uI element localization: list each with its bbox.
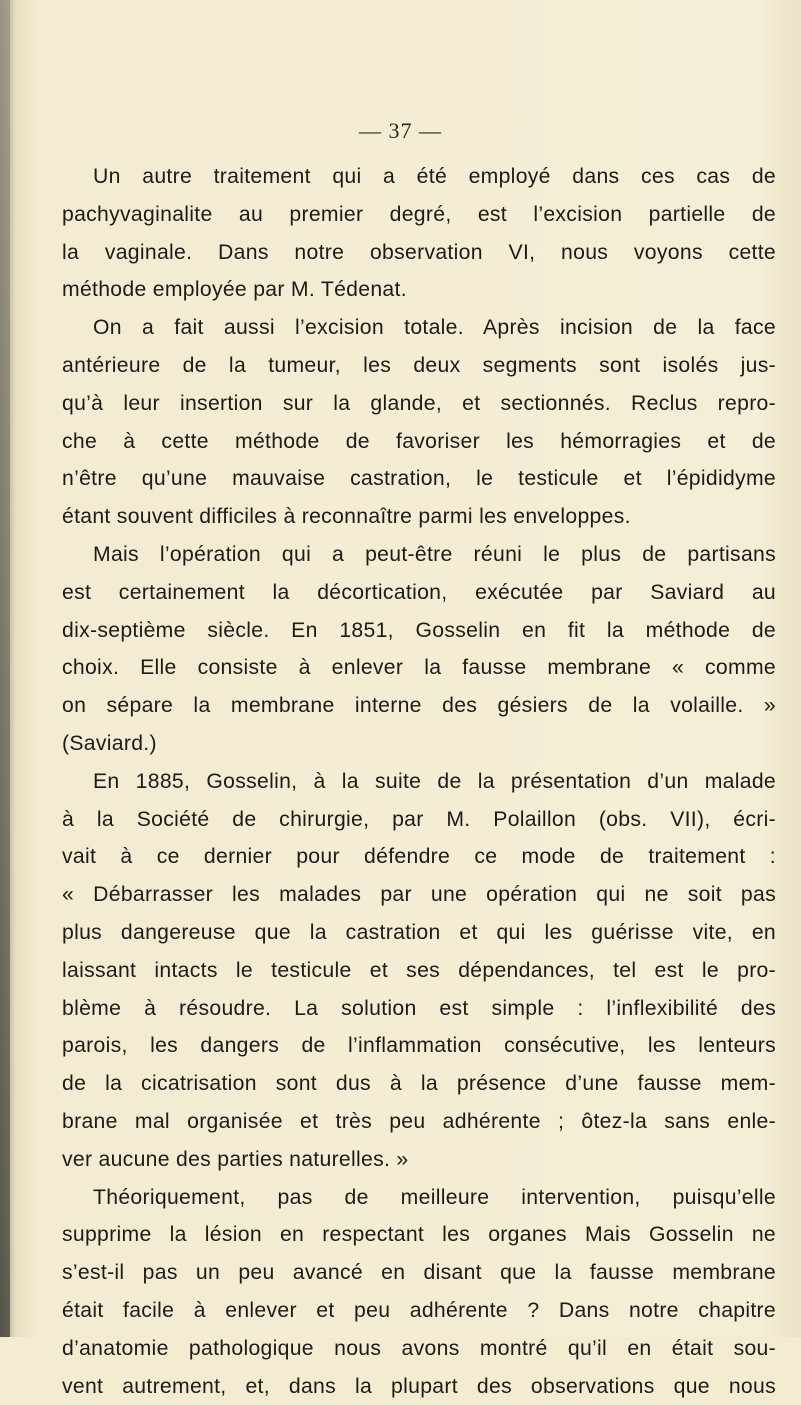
text-line: pachyvaginalite au premier degré, est l’excision partielle de xyxy=(62,196,776,234)
binding-gutter xyxy=(0,0,10,1337)
text-line: Théoriquement, pas de meilleure intervention, puisqu’elle xyxy=(62,1179,776,1217)
text-line: vait à ce dernier pour défendre ce mode de traitement : xyxy=(62,838,776,876)
text-line: Mais l’opération qui a peut-être réuni le plus de partisans xyxy=(62,536,776,574)
text-line: « Débarrasser les malades par une opération qui ne soit pas xyxy=(62,876,776,914)
text-line: on sépare la membrane interne des gésiers de la volaille. » xyxy=(62,687,776,725)
text-line: de la cicatrisation sont dus à la présence d’une fausse mem- xyxy=(62,1065,776,1103)
text-line: vent autrement, et, dans la plupart des observations que nous xyxy=(62,1368,776,1405)
text-line: brane mal organisée et très peu adhérente ; ôtez-la sans enle- xyxy=(62,1103,776,1141)
text-line: n’être qu’une mauvaise castration, le testicule et l’épididyme xyxy=(62,460,776,498)
text-line: che à cette méthode de favoriser les hémorragies et de xyxy=(62,423,776,461)
text-line: dix-septième siècle. En 1851, Gosselin en fit la méthode de xyxy=(62,612,776,650)
page-number: — 37 — xyxy=(0,118,801,144)
body-text xyxy=(62,158,776,1405)
text-line: On a fait aussi l’excision totale. Après incision de la face xyxy=(62,309,776,347)
text-line: laissant intacts le testicule et ses dépendances, tel est le pro- xyxy=(62,952,776,990)
text-line: En 1885, Gosselin, à la suite de la présentation d’un malade xyxy=(62,763,776,801)
text-line: supprime la lésion en respectant les organes Mais Gosselin ne xyxy=(62,1216,776,1254)
text-line: était facile à enlever et peu adhérente ? Dans notre chapitre xyxy=(62,1292,776,1330)
text-line: à la Société de chirurgie, par M. Polaillon (obs. VII), écri- xyxy=(62,801,776,839)
text-line: qu’à leur insertion sur la glande, et sectionnés. Reclus repro- xyxy=(62,385,776,423)
text-line: choix. Elle consiste à enlever la fausse membrane « comme xyxy=(62,649,776,687)
text-line: ver aucune des parties naturelles. » xyxy=(62,1141,776,1179)
text-line: (Saviard.) xyxy=(62,725,776,763)
text-line: s’est-il pas un peu avancé en disant que la fausse membrane xyxy=(62,1254,776,1292)
text-line: Un autre traitement qui a été employé dans ces cas de xyxy=(62,158,776,196)
text-line: blème à résoudre. La solution est simple : l’inflexibilité des xyxy=(62,990,776,1028)
text-line: d’anatomie pathologique nous avons montré qu’il en était sou- xyxy=(62,1330,776,1368)
text-line: antérieure de la tumeur, les deux segments sont isolés jus- xyxy=(62,347,776,385)
text-line: parois, les dangers de l’inflammation consécutive, les lenteurs xyxy=(62,1027,776,1065)
text-line: est certainement la décortication, exécutée par Saviard au xyxy=(62,574,776,612)
text-line: étant souvent difficiles à reconnaître parmi les enveloppes. xyxy=(62,498,776,536)
text-line: plus dangereuse que la castration et qui les guérisse vite, en xyxy=(62,914,776,952)
text-line: méthode employée par M. Tédenat. xyxy=(62,271,776,309)
text-line: la vaginale. Dans notre observation VI, nous voyons cette xyxy=(62,234,776,272)
